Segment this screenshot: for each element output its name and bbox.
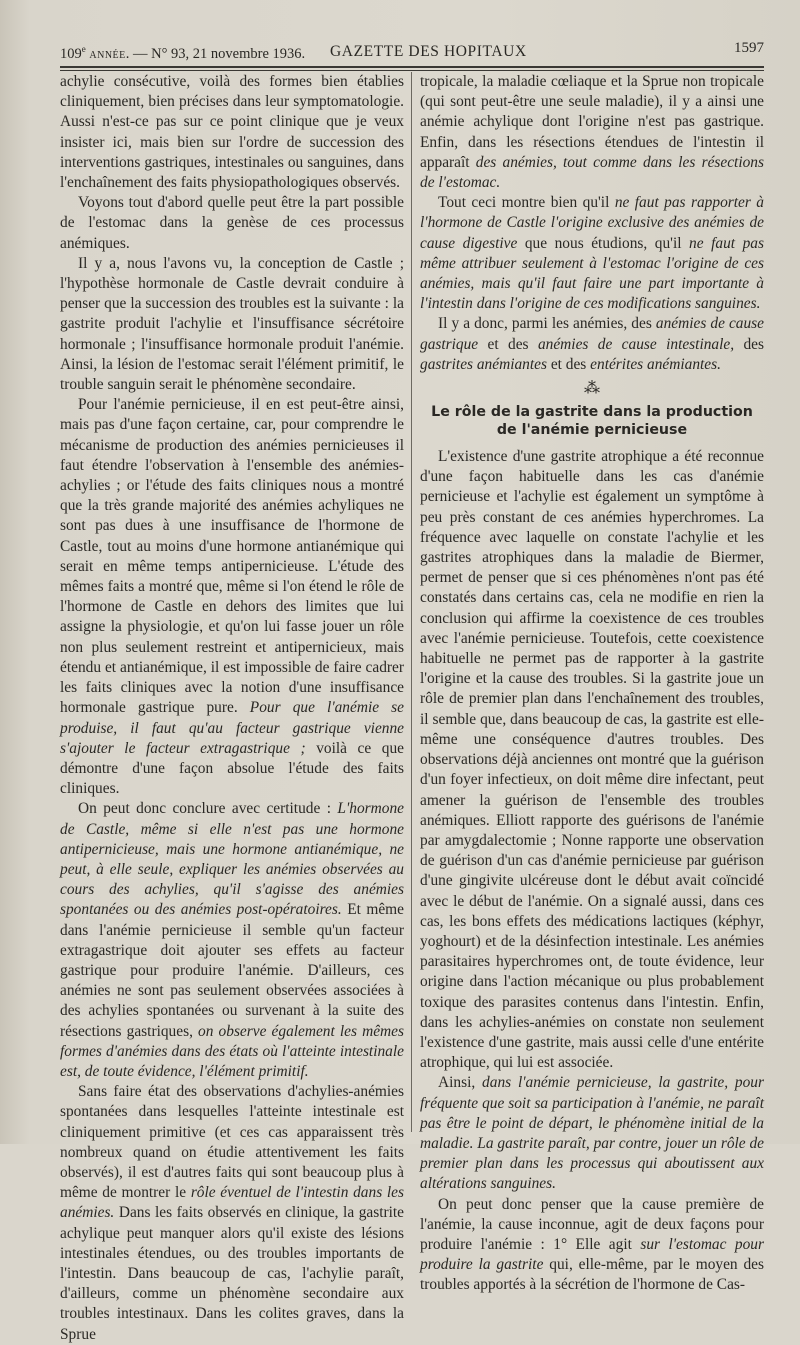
section-heading <box>420 403 764 439</box>
paragraph <box>420 1195 764 1296</box>
italic-run: sur l'estomac pour produire la gastrite <box>420 1235 764 1274</box>
text-run: tropicale, la maladie cœliaque et la Sprue non tropicale (qui sont peut-être une seule maladie), il y a ainsi une anémie achylique dont l'origine n'est pas gastrique. Enfin, dans les résections étendues de l'intestin il apparaît <box>420 73 764 171</box>
column-divider <box>411 72 412 1132</box>
paragraph <box>420 193 764 314</box>
italic-run: des anémies, tout comme dans les résections de l'estomac. <box>420 153 764 192</box>
paragraph <box>420 72 764 193</box>
section-separator: ⁂ <box>584 380 600 398</box>
page-number: 1597 <box>734 40 764 56</box>
right-column <box>420 72 764 1294</box>
year-word: année <box>89 45 126 62</box>
text-run: et des <box>487 335 529 353</box>
text-run: Ainsi, <box>438 1074 476 1092</box>
paragraph: L'existence d'une gastrite atrophique a été reconnue d'une façon habituelle dans les cas d'anémie pernicieuse et l'achylie est également un symptôme à peu près constant de ces anémies hyperchromes. La fréquence avec laquelle on constate l'achylie et les gastrites atrophiques dans la maladie de Biermer, permet de penser que si ces phénomènes n'ont pas été constatés dans certains cas, cela ne modifie en rien la conclusion qui affirme la coexistence de ces troubles avec l'anémie pernicieuse. Toutefois, cette coexistence habituelle ne permet pas de rapporter à la gastrite l'origine et la cause des troubles. Si la gastrite joue un rôle de premier plan dans l'enchaînement des troubles, il semble que, dans beaucoup de cas, la gastrite est elle-même une conséquence d'autres troubles. Des observations déjà anciennes ont montré que la guérison d'un foyer infectieux, on doit même dire infectant, peut amener la guérison de l'ensemble des troubles anémiques. Elliott rapporte des guérisons de l'anémie par amygdalectomie ; Nonne rapporte une observation de guérison d'un cas d'anémie pernicieuse par guérison d'une gingivite ulcéreuse dont le début avait coïncidé avec le début de l'anémie. On a signalé aussi, dans ces cas, les bons effets des médications lactiques (képhyr, yoghourt) et de la désinfection intestinale. Les anémies parasitaires hyperchromes ont, de toute évidence, leur origine dans l'action mécanique ou plus probablement toxique des parasites contenus dans l'intestin. Enfin, dans les achylies-anémies on constate non seulement l'existence d'une gastrite, mais aussi celle d'une entérite atrophique, qui lui est associée. <box>420 448 764 1072</box>
text-run: et des <box>550 355 587 373</box>
italic-run: anémies de cause gastrique <box>420 315 764 353</box>
section-heading-line: Le rôle de la gastrite dans la production <box>431 404 753 421</box>
paragraph <box>420 1073 764 1194</box>
issue-info: 109e année. — N° 93, 21 novembre 1936. <box>60 44 306 62</box>
issue-date: — N° 93, 21 novembre 1936. <box>133 45 306 62</box>
text-run: On peut donc conclure avec certitude : <box>78 800 331 818</box>
italic-run: dans l'anémie pernicieuse, la gastrite, pour fréquente que soit sa participation à l'anémie, ne paraît pas être le point de départ, le phénomène initial de la maladie. La gastrite paraît, par contre, jouer un rôle de premier plan dans les processus qui aboutissent aux altérations sanguines. <box>420 1074 764 1193</box>
section-heading-line: de l'anémie pernicieuse <box>496 422 688 439</box>
paragraph: Il y a, nous l'avons vu, la conception de Castle ; l'hypothèse hormonale de Castle devrait conduire à penser que la succession des troubles est la suivante : la gastrite produit l'achylie et l'insuffisance sécrétoire hormonale ; l'insuffisance hormonale produit l'anémie. Ainsi, la lésion de l'estomac serait l'élément primitif, le trouble sanguin serait le phénomène secondaire. <box>60 254 404 394</box>
left-column <box>60 72 404 1343</box>
text-run: voilà ce que démontre d'une façon absolue l'étude des faits cliniques. <box>60 739 404 798</box>
text-run: Dans les faits observés en clinique, la gastrite achylique peut manquer alors qu'il existe des lésions intestinales étendues, ou des troubles importants de l'intestin. Dans beaucoup de cas, l'achylie paraît, d'ailleurs, comme un phénomène secondaire aux troubles intestinaux. Dans les colites graves, dans la Sprue <box>60 1204 404 1343</box>
paragraph: achylie consécutive, voilà des formes bien établies cliniquement, bien précises dans leur symptomatologie. Aussi n'est-ce pas sur ce point clinique que je veux insister ici, mais bien sur l'ordre de succession des interventions gastriques, intestinales ou sanguines, dans l'enchaînement des faits physiopathologiques observés. <box>60 73 404 192</box>
italic-run: rôle éventuel de l'intestin dans les anémies. <box>60 1184 404 1222</box>
italic-run: ne faut pas même attribuer seulement à l'estomac l'origine de ces anémies, mais qu'il faut faire une part importante à l'intestin dans l'origine de ces modifications sanguines. <box>420 234 764 313</box>
italic-run: anémies de cause intestinale, <box>537 335 735 353</box>
text-run: On peut donc penser que la cause première de l'anémie, la cause inconnue, agit de deux façons pour produire l'anémie : 1° Elle agit <box>420 1195 764 1253</box>
paragraph <box>420 314 764 375</box>
paragraph <box>60 1082 404 1345</box>
text-run: Il y a donc, parmi les anémies, des <box>438 315 652 333</box>
header-rule <box>60 66 764 68</box>
year-number: 109 <box>60 45 82 62</box>
text-run: Tout ceci montre bien qu'il <box>438 194 610 212</box>
italic-run: gastrites anémiantes <box>420 355 547 373</box>
paragraph <box>60 395 404 799</box>
italic-run: entérites anémiantes. <box>590 355 721 373</box>
text-run: qui, elle-même, par le moyen des troubles apportés à la sécrétion de l'hormone de Cas- <box>420 1256 764 1294</box>
paragraph: Voyons tout d'abord quelle peut être la part possible de l'estomac dans la genèse de ces processus anémiques. <box>60 194 404 252</box>
text-run: Et même dans l'anémie pernicieuse il semble qu'un facteur extragastrique doit ajouter ses effets au facteur gastrique pour produire l'anémie. D'ailleurs, ces anémies ne sont pas seulement observées associées à des achylies spontanées ou survenant à la suite des résections gastriques, <box>60 901 404 1040</box>
italic-run: L'hormone de Castle, même si elle n'est pas une hormone antipernicieuse, mais une hormone antianémique, ne peut, à elle seule, expliquer les anémies observées au cours des achylies, qu'il s'agisse des anémies spontanées ou des anémies post-opératoires. <box>60 800 404 919</box>
text-run: que nous étudions, qu'il <box>524 234 682 252</box>
header-rule-thin <box>60 70 764 71</box>
italic-run: on observe également les mêmes formes d'anémies dans des états où l'atteinte intestinale est, de toute évidence, l'élément primitif. <box>60 1022 404 1080</box>
text-run: des <box>743 335 764 353</box>
text-run: Pour l'anémie pernicieuse, il en est peut-être ainsi, mais pas d'une façon certaine, car, pour comprendre le mécanisme de production des anémies pernicieuses il faut étendre l'observation à l'ensemble des anémies-achylies ; or l'étude des faits cliniques nous a montré que la très grande majorité des anémies achyliques ne sont pas dues à une insuffisance de l'hormone de Castle, tout au moins d'une hormone antianémique qui serait en même temps antipernicieuse. L'étude des mêmes faits a montré que, même si l'on étend le rôle de l'hormone de Castle en dehors des limites que lui assigne la physiologie, et qu'on lui fasse jouer un rôle non plus seulement restreint et antipernicieux, mais étendu et antianémique, il est impossible de faire cadrer les faits cliniques avec la notion d'une insuffisance hormonale gastrique pure. <box>60 396 404 717</box>
italic-run: ne faut pas rapporter à l'hormone de Castle l'origine exclusive des anémies de cause digestive <box>420 194 764 252</box>
year-superscript: e <box>81 44 86 54</box>
journal-title: GAZETTE DES HOPITAUX <box>330 43 527 60</box>
running-header <box>60 40 764 64</box>
paragraph <box>60 799 404 1082</box>
italic-run: Pour que l'anémie se produise, il faut qu'au facteur gastrique vienne s'ajouter le facteur extragastrique ; <box>60 699 404 757</box>
text-run: Sans faire état des observations d'achylies-anémies spontanées dans lesquelles l'atteinte intestinale est cliniquement primitive (et ces cas apparaissent très nombreux quand on étudie attentivement les faits observés), il est d'autres faits qui sont beaucoup plus à même de montrer le <box>60 1083 404 1202</box>
